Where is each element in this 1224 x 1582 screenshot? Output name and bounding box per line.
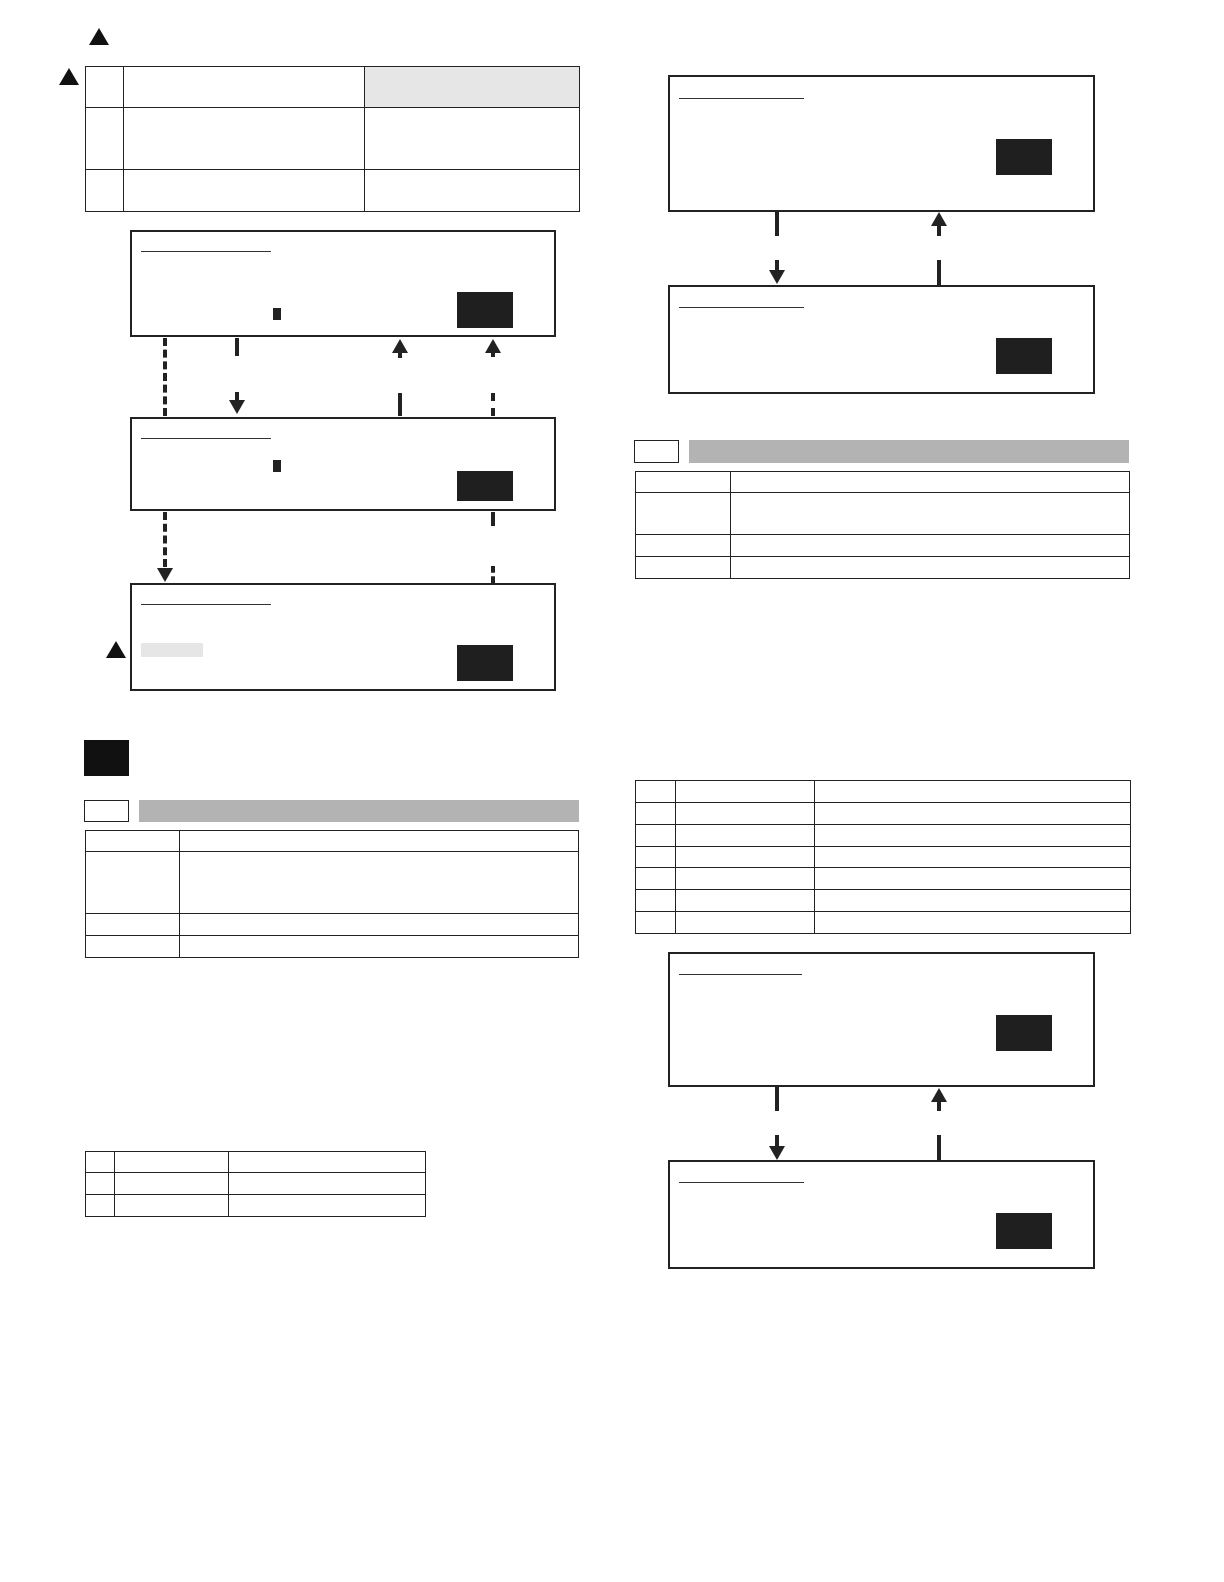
connector-line <box>775 260 779 270</box>
revision-mark-icon <box>89 28 109 45</box>
table-cell <box>815 781 1131 803</box>
arrow-down-icon <box>229 400 245 414</box>
lcd-screen <box>130 583 556 691</box>
connector-line <box>775 212 779 236</box>
screen-title-underline <box>679 98 804 99</box>
connector-line <box>937 260 941 285</box>
arrow-up-icon <box>485 339 501 353</box>
connector-line <box>398 352 402 358</box>
table-cell <box>815 803 1131 825</box>
table-cell <box>229 1195 426 1217</box>
screen-key[interactable] <box>996 1213 1052 1249</box>
table-cell <box>86 1195 115 1217</box>
table-cell <box>676 912 815 934</box>
table-cell <box>180 831 579 852</box>
cursor-marker <box>273 308 281 320</box>
lcd-screen <box>668 75 1095 212</box>
table-cell <box>636 825 676 847</box>
screen-key[interactable] <box>457 292 513 328</box>
table-cell <box>180 914 579 936</box>
screen-title-underline <box>141 604 271 605</box>
table-cell <box>731 493 1130 535</box>
screen-title-underline <box>141 251 271 252</box>
table-cell <box>86 1173 115 1195</box>
section-black-tab <box>84 740 129 776</box>
screen-title-underline <box>679 974 802 975</box>
connector-line <box>491 352 495 357</box>
highlight-field <box>141 643 203 657</box>
table-cell <box>180 852 579 914</box>
table-cell <box>86 170 124 212</box>
table-cell <box>86 852 180 914</box>
table-cell <box>676 825 815 847</box>
lcd-screen <box>130 417 556 511</box>
table-cell <box>180 936 579 958</box>
section-label-box <box>634 440 679 463</box>
left-info-table <box>85 830 579 958</box>
table-cell <box>636 557 731 579</box>
table-cell-shaded <box>365 67 580 108</box>
table-cell <box>636 493 731 535</box>
lcd-screen <box>130 230 556 337</box>
table-cell <box>124 108 365 170</box>
dashed-connector <box>163 512 167 567</box>
table-cell <box>115 1195 229 1217</box>
dashed-connector <box>491 512 495 526</box>
table-cell <box>815 825 1131 847</box>
table-cell <box>815 868 1131 890</box>
arrow-up-icon <box>931 1088 947 1102</box>
table-cell <box>115 1152 229 1173</box>
connector-line <box>937 1101 941 1111</box>
table-cell <box>815 912 1131 934</box>
screen-key[interactable] <box>996 139 1052 175</box>
table-cell <box>86 1152 115 1173</box>
right-mid-table <box>635 780 1131 934</box>
screen-title-underline <box>141 438 271 439</box>
connector-line <box>235 338 239 356</box>
arrow-down-icon <box>769 1146 785 1160</box>
table-cell <box>636 781 676 803</box>
section-title-bar <box>139 800 579 822</box>
connector-line <box>937 225 941 236</box>
table-cell <box>636 535 731 557</box>
lcd-screen <box>668 1160 1095 1269</box>
table-cell <box>731 472 1130 493</box>
table-cell <box>636 890 676 912</box>
table-cell <box>636 472 731 493</box>
arrow-up-icon <box>931 212 947 226</box>
connector-line <box>775 1135 779 1146</box>
arrow-up-icon <box>392 339 408 353</box>
revision-mark-icon <box>59 68 79 85</box>
table-cell <box>676 890 815 912</box>
lcd-screen <box>668 285 1095 394</box>
table-cell <box>636 803 676 825</box>
screen-title-underline <box>679 307 804 308</box>
right-info-table <box>635 471 1130 579</box>
connector-line <box>775 1087 779 1111</box>
table-cell <box>731 557 1130 579</box>
screen-title-underline <box>679 1182 804 1183</box>
table-cell <box>229 1152 426 1173</box>
table-cell <box>86 67 124 108</box>
table-cell <box>731 535 1130 557</box>
table-cell <box>124 67 365 108</box>
table-cell <box>229 1173 426 1195</box>
dashed-connector <box>491 566 495 583</box>
table-cell <box>815 847 1131 868</box>
table-cell <box>124 170 365 212</box>
connector-line <box>937 1135 941 1160</box>
table-cell <box>636 847 676 868</box>
screen-key[interactable] <box>457 471 513 501</box>
table-cell <box>636 912 676 934</box>
table-cell <box>815 890 1131 912</box>
table-cell <box>115 1173 229 1195</box>
screen-key[interactable] <box>996 1015 1052 1051</box>
table-cell <box>86 831 180 852</box>
section-title-bar <box>689 440 1129 463</box>
table-cell <box>86 936 180 958</box>
arrow-down-icon <box>157 568 173 582</box>
table-cell <box>636 868 676 890</box>
screen-key[interactable] <box>457 645 513 681</box>
top-table <box>85 66 580 212</box>
lcd-screen <box>668 952 1095 1087</box>
screen-key[interactable] <box>996 338 1052 374</box>
left-small-table <box>85 1151 426 1217</box>
table-cell <box>676 803 815 825</box>
table-cell <box>86 108 124 170</box>
dashed-connector <box>491 393 495 416</box>
arrow-down-icon <box>769 270 785 284</box>
dashed-connector <box>163 338 167 416</box>
table-cell <box>676 781 815 803</box>
table-cell <box>676 847 815 868</box>
table-cell <box>676 868 815 890</box>
cursor-marker <box>273 460 281 472</box>
table-cell <box>86 914 180 936</box>
table-cell <box>365 170 580 212</box>
connector-line <box>398 393 402 416</box>
section-label-box <box>84 800 129 822</box>
table-cell <box>365 108 580 170</box>
revision-mark-icon <box>106 641 126 658</box>
